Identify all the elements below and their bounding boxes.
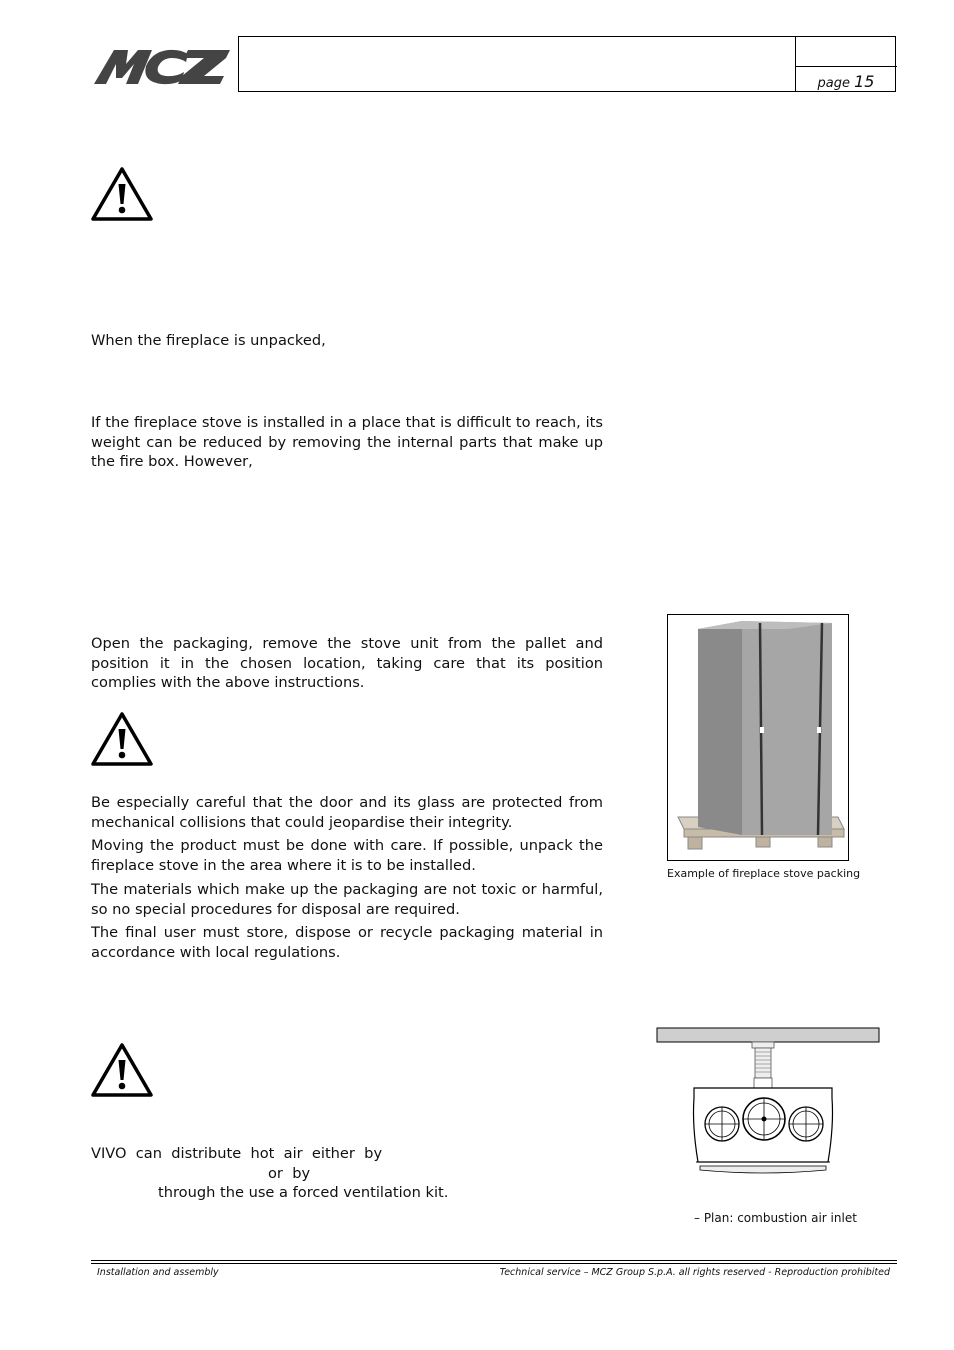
- footer-rule: [91, 1260, 897, 1261]
- page-number-value: 15: [854, 72, 875, 91]
- warning-icon: [90, 711, 154, 767]
- page-label: page: [817, 76, 850, 91]
- header-box: [238, 36, 896, 92]
- paragraph-moving: Moving the product must be done with care. If possible, unpack the fireplace stove in the area where it is to be installed.: [91, 837, 603, 874]
- vivo-line-1: VIVO can distribute hot air either by: [91, 1145, 383, 1162]
- mcz-logo: [92, 44, 232, 86]
- vivo-line-3: through the use a forced ventilation kit.: [158, 1184, 449, 1201]
- paragraph-materials: The materials which make up the packaging are not toxic or harmful, so no special procedures for disposal are required.: [91, 881, 603, 918]
- footer-left: Installation and assembly: [97, 1267, 219, 1278]
- footer-rule-2: [91, 1263, 897, 1264]
- plan-drawing: [656, 1026, 882, 1176]
- paragraph-weight: If the fireplace stove is installed in a place that is difficult to reach, its weight can be reduced by removing the internal parts that make up the fire box. However,: [91, 414, 603, 471]
- header-divider: [795, 36, 796, 92]
- packing-caption: Example of fireplace stove packing: [667, 867, 861, 880]
- plan-caption: – Plan: combustion air inlet: [694, 1211, 857, 1225]
- packing-photo: [667, 614, 849, 861]
- paragraph-careful: Be especially careful that the door and its glass are protected from mechanical collisions that could jeopardise their integrity.: [91, 794, 603, 831]
- paragraph-final-user: The final user must store, dispose or recycle packaging material in accordance with local regulations.: [91, 924, 603, 961]
- page-number: [800, 72, 892, 91]
- footer-right: Technical service – MCZ Group S.p.A. all rights reserved - Reproduction prohibited: [499, 1267, 890, 1278]
- paragraph-unpack: When the fireplace is unpacked,: [91, 332, 326, 349]
- paragraph-open-packaging: Open the packaging, remove the stove unit from the pallet and position it in the chosen location, taking care that its position complies with the above instructions.: [91, 635, 603, 692]
- warning-icon: [90, 1042, 154, 1098]
- warning-icon: [90, 166, 154, 222]
- header-page-divider: [795, 66, 897, 67]
- vivo-line-2: or by: [268, 1165, 311, 1182]
